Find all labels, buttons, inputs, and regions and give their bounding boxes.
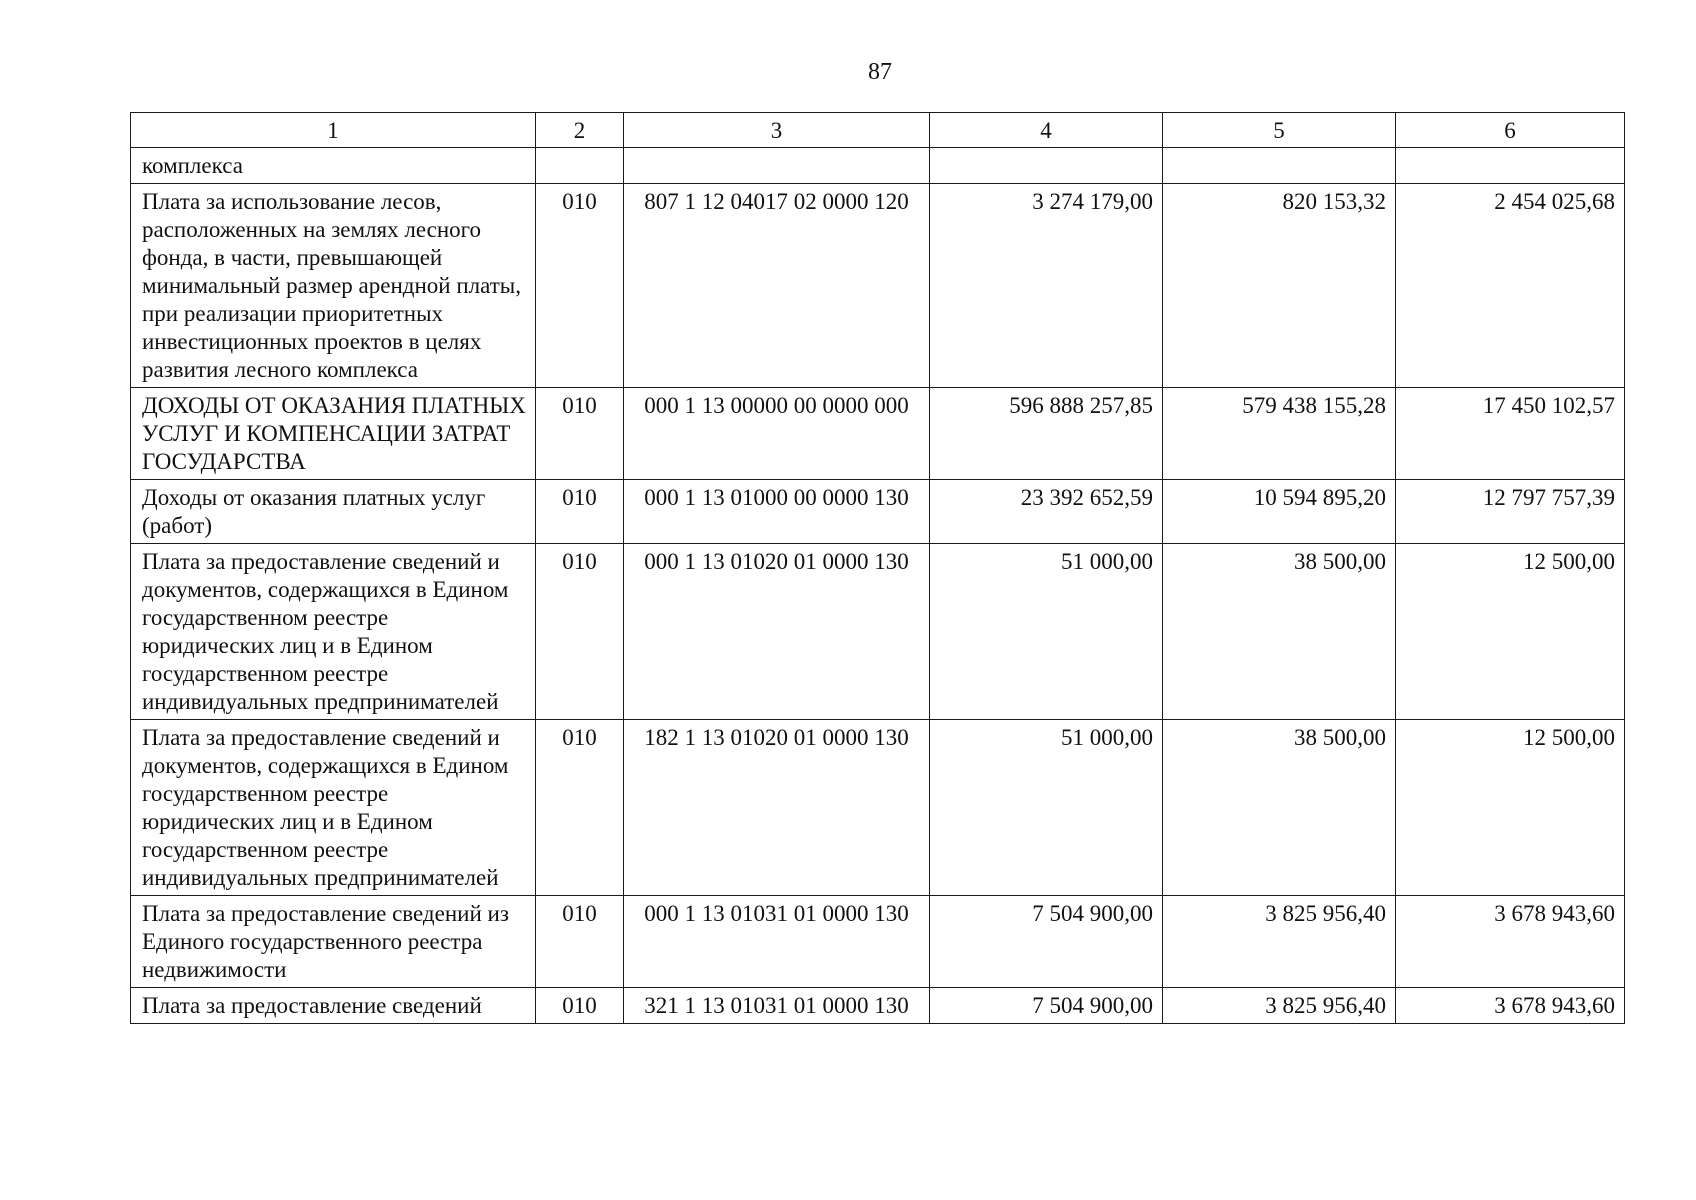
- row-line-code: 010: [536, 480, 624, 544]
- header-col-5: 5: [1163, 113, 1396, 148]
- row-line-code: 010: [536, 544, 624, 720]
- row-executed: 38 500,00: [1163, 544, 1396, 720]
- row-budget-code: 182 1 13 01020 01 0000 130: [624, 720, 930, 896]
- row-approved: 51 000,00: [930, 720, 1163, 896]
- row-line-code: 010: [536, 896, 624, 988]
- row-budget-code: [624, 148, 930, 184]
- header-col-3: 3: [624, 113, 930, 148]
- row-executed: [1163, 148, 1396, 184]
- table-header: [131, 113, 1625, 148]
- header-col-6: 6: [1396, 113, 1625, 148]
- table-row: [131, 184, 1625, 388]
- table-row: [131, 480, 1625, 544]
- row-name: комплекса: [131, 148, 536, 184]
- row-executed: 3 825 956,40: [1163, 896, 1396, 988]
- row-executed: 10 594 895,20: [1163, 480, 1396, 544]
- table-body: [131, 148, 1625, 1024]
- row-name: Доходы от оказания платных услуг (работ): [131, 480, 536, 544]
- row-unexecuted: 12 797 757,39: [1396, 480, 1625, 544]
- header-col-2: 2: [536, 113, 624, 148]
- row-name: Плата за предоставление сведений и документов, содержащихся в Едином государственном реестре юридических лиц и в Едином государственном реестре индивидуальных предпринимателей: [131, 720, 536, 896]
- row-line-code: 010: [536, 388, 624, 480]
- row-line-code: 010: [536, 184, 624, 388]
- row-line-code: 010: [536, 988, 624, 1024]
- row-unexecuted: 3 678 943,60: [1396, 988, 1625, 1024]
- row-unexecuted: [1396, 148, 1625, 184]
- row-budget-code: 000 1 13 01000 00 0000 130: [624, 480, 930, 544]
- row-budget-code: 807 1 12 04017 02 0000 120: [624, 184, 930, 388]
- row-budget-code: 000 1 13 01031 01 0000 130: [624, 896, 930, 988]
- row-executed: 38 500,00: [1163, 720, 1396, 896]
- row-approved: [930, 148, 1163, 184]
- table-row: [131, 544, 1625, 720]
- row-approved: 7 504 900,00: [930, 988, 1163, 1024]
- revenue-table: [130, 112, 1625, 1024]
- row-unexecuted: 3 678 943,60: [1396, 896, 1625, 988]
- row-name: Плата за предоставление сведений и документов, содержащихся в Едином государственном реестре юридических лиц и в Едином государственном реестре индивидуальных предпринимателей: [131, 544, 536, 720]
- row-budget-code: 000 1 13 01020 01 0000 130: [624, 544, 930, 720]
- row-line-code: [536, 148, 624, 184]
- row-budget-code: 321 1 13 01031 01 0000 130: [624, 988, 930, 1024]
- row-approved: 7 504 900,00: [930, 896, 1163, 988]
- header-col-1: 1: [131, 113, 536, 148]
- table-row: [131, 988, 1625, 1024]
- row-name: ДОХОДЫ ОТ ОКАЗАНИЯ ПЛАТНЫХ УСЛУГ И КОМПЕНСАЦИИ ЗАТРАТ ГОСУДАРСТВА: [131, 388, 536, 480]
- row-unexecuted: 12 500,00: [1396, 720, 1625, 896]
- table-row: [131, 388, 1625, 480]
- row-executed: 3 825 956,40: [1163, 988, 1396, 1024]
- header-row: [131, 113, 1625, 148]
- row-unexecuted: 17 450 102,57: [1396, 388, 1625, 480]
- row-executed: 579 438 155,28: [1163, 388, 1396, 480]
- row-executed: 820 153,32: [1163, 184, 1396, 388]
- row-approved: 23 392 652,59: [930, 480, 1163, 544]
- row-name: Плата за использование лесов, расположенных на землях лесного фонда, в части, превышающей минимальный размер арендной платы, при реализации приоритетных инвестиционных проектов в целях развития лесного комплекса: [131, 184, 536, 388]
- row-unexecuted: 2 454 025,68: [1396, 184, 1625, 388]
- row-approved: 596 888 257,85: [930, 388, 1163, 480]
- header-col-4: 4: [930, 113, 1163, 148]
- table-row: [131, 720, 1625, 896]
- row-approved: 51 000,00: [930, 544, 1163, 720]
- row-line-code: 010: [536, 720, 624, 896]
- row-budget-code: 000 1 13 00000 00 0000 000: [624, 388, 930, 480]
- page-number: 87: [868, 59, 892, 85]
- row-unexecuted: 12 500,00: [1396, 544, 1625, 720]
- row-name: Плата за предоставление сведений из Единого государственного реестра недвижимости: [131, 896, 536, 988]
- row-approved: 3 274 179,00: [930, 184, 1163, 388]
- table-row: [131, 148, 1625, 184]
- row-name: Плата за предоставление сведений: [131, 988, 536, 1024]
- table-row: [131, 896, 1625, 988]
